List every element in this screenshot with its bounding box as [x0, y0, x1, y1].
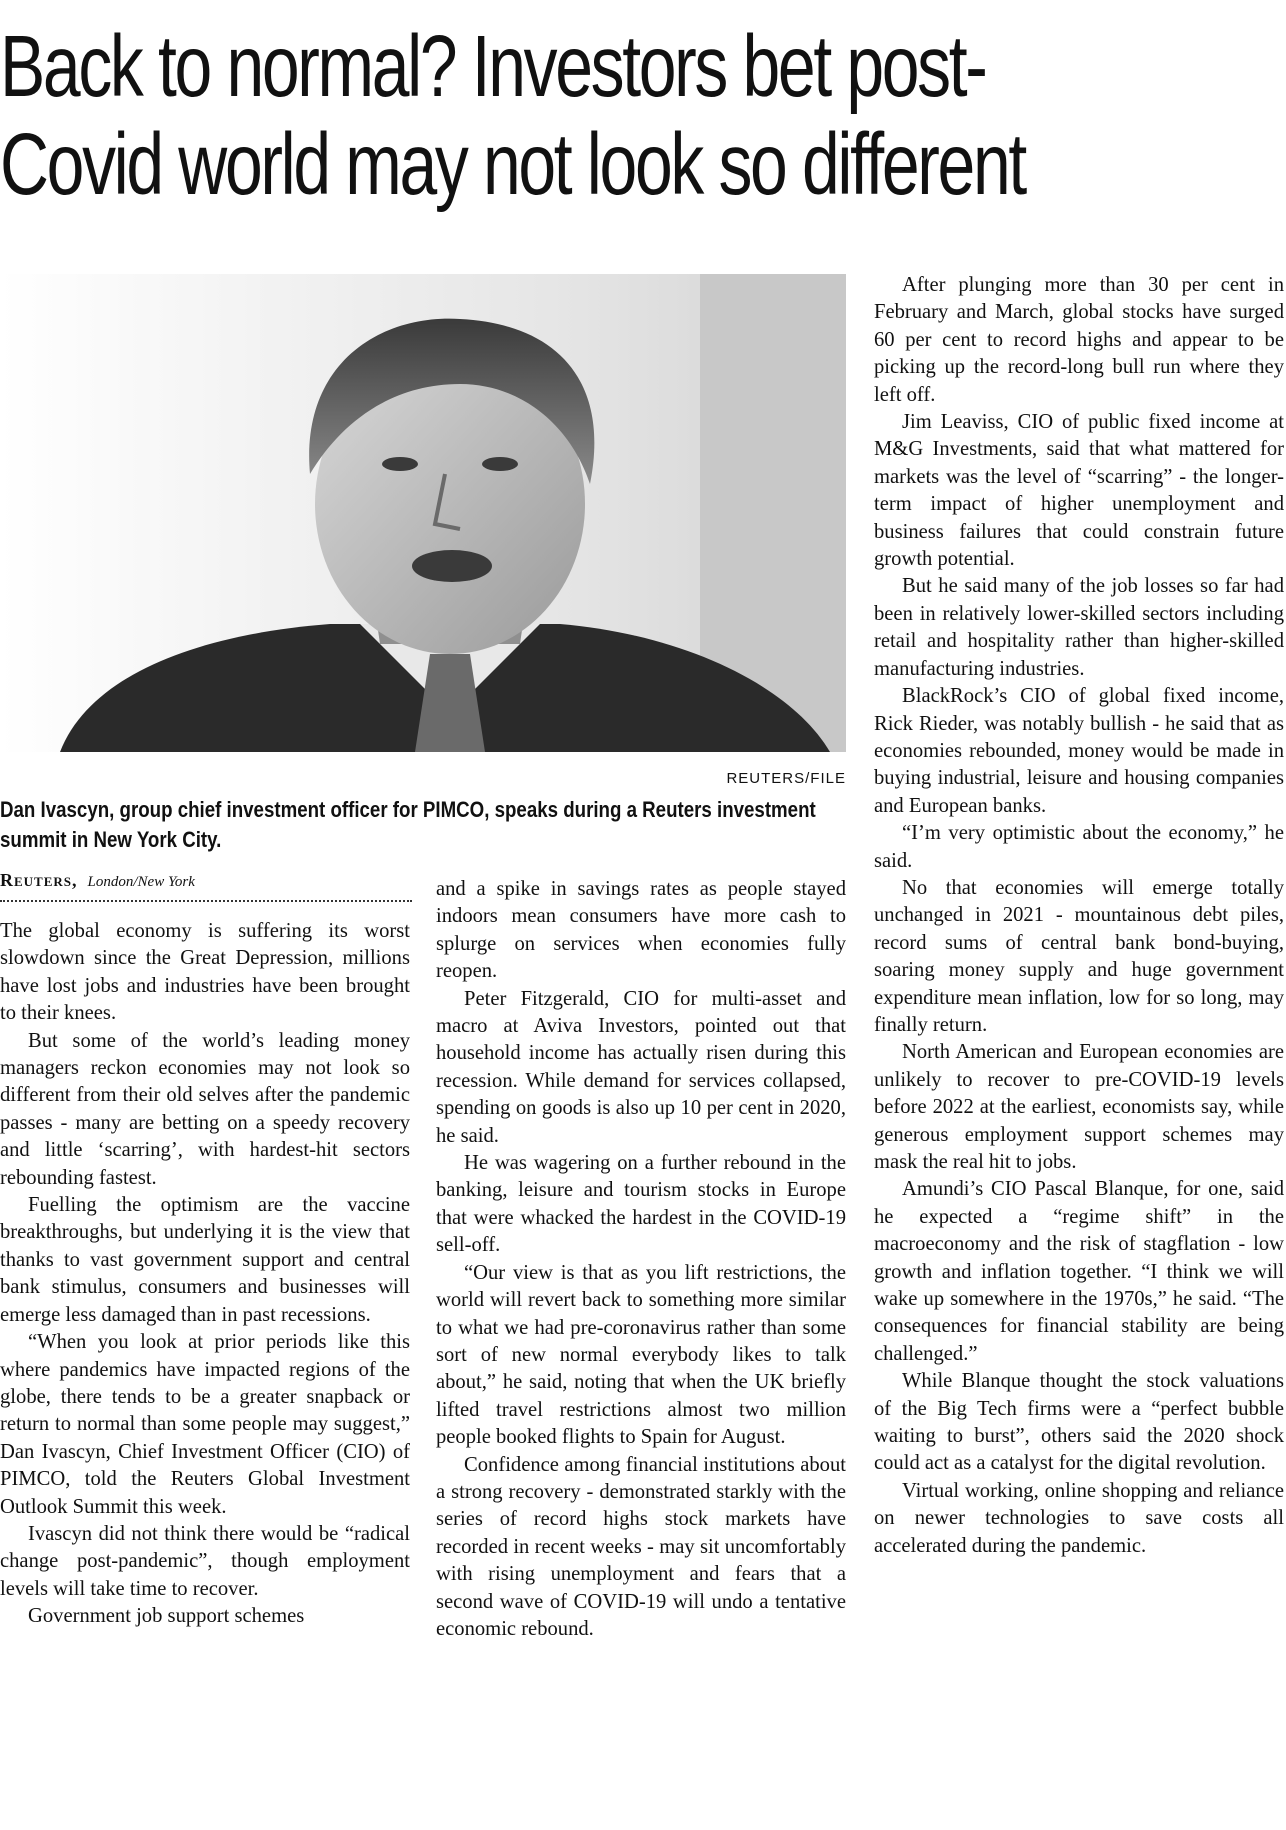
- headline-line-1: Back to normal? Investors bet post-: [0, 18, 986, 115]
- paragraph: North American and European economies are unlikely to recover to pre-COVID-19 levels before 2022 at the earliest, economists say, while generous employment support schemes may mask the real hit to jobs.: [874, 1041, 1284, 1173]
- paragraph: Government job support schemes: [28, 1605, 305, 1628]
- paragraph: and a spike in savings rates as people stayed indoors mean consumers have more cash to splurge on services when economies fully reopen.: [436, 878, 846, 983]
- paragraph: Amundi’s CIO Pascal Blanque, for one, said he expected a “regime shift” in the macroeconomy and the risk of stagflation - low growth and inflation together. “I think we will wake up somewhere in the 1970s,” he said. “The consequences for financial stability are being challenged.”: [874, 1178, 1284, 1365]
- paragraph: After plunging more than 30 per cent in February and March, global stocks have surged 60 per cent to record highs and appear to be picking up the record-long bull run where they left off.: [874, 274, 1284, 406]
- paragraph: But he said many of the job losses so far had been in relatively lower-skilled sectors including retail and hospitality rather than higher-skilled manufacturing industries.: [874, 575, 1284, 680]
- byline-location: London/New York: [87, 874, 195, 890]
- paragraph: But some of the world’s leading money managers reckon economies may not look so different from their old selves after the pandemic passes - many are betting on a speedy recovery and little ‘scarring’, with hardest-hit sectors rebounding fastest.: [0, 1029, 410, 1189]
- article-column-2: [436, 876, 846, 1643]
- headline: [0, 18, 1025, 214]
- paragraph: The global economy is suffering its worst slowdown since the Great Depression, millions have lost jobs and industries have been brought to their knees.: [0, 920, 410, 1025]
- paragraph: Confidence among financial institutions about a strong recovery - demonstrated starkly with the series of record highs stock markets have recorded in recent weeks - may sit uncomfortably with rising unemployment and fears that a second wave of COVID-19 will undo a tentative economic rebound.: [436, 1453, 846, 1640]
- byline: [0, 870, 412, 902]
- paragraph: “Our view is that as you lift restrictions, the world will revert back to something more similar to what we had pre-coronavirus rather than some sort of new normal everybody likes to talk about,” he said, noting that when the UK briefly lifted travel restrictions almost two million people booked flights to Spain for August.: [436, 1261, 846, 1449]
- paragraph: Peter Fitzgerald, CIO for multi-asset and macro at Aviva Investors, pointed out that household income has actually risen during this recession. While demand for services collapsed, spending on goods is also up 10 per cent in 2020, he said.: [436, 987, 846, 1147]
- paragraph: No that economies will emerge totally unchanged in 2021 - mountainous debt piles, record sums of central bank bond-buying, soaring money supply and huge government expenditure mean inflation, low for so long, may finally return.: [874, 876, 1284, 1036]
- headline-line-2: Covid world may not look so different: [0, 116, 1025, 213]
- portrait-illustration: [0, 274, 846, 752]
- photo-credit: REUTERS/FILE: [726, 770, 846, 787]
- photo-caption: Dan Ivascyn, group chief investment officer for PIMCO, speaks during a Reuters investment summit in New York City.: [0, 797, 816, 852]
- paragraph: “When you look at prior periods like this where pandemics have impacted regions of the globe, there tends to be a greater snapback or return to normal than some people may suggest,” Dan Ivascyn, Chief Investment Officer (CIO) of PIMCO, told the Reuters Global Investment Outlook Summit this week.: [0, 1331, 410, 1518]
- paragraph: Fuelling the optimism are the vaccine breakthroughs, but underlying it is the view that thanks to vast government support and central bank stimulus, consumers and businesses will emerge less damaged than in past recessions.: [0, 1194, 410, 1326]
- byline-agency: Reuters,: [0, 870, 78, 890]
- article-column-3: [874, 272, 1284, 1560]
- paragraph: Ivascyn did not think there would be “radical change post-pandemic”, though employment levels will take time to recover.: [0, 1522, 410, 1600]
- portrait-photo: [0, 274, 846, 752]
- paragraph: BlackRock’s CIO of global fixed income, Rick Rieder, was notably bullish - he said that as economies rebounded, money would be made in buying industrial, leisure and housing companies and European banks.: [874, 685, 1284, 817]
- article-column-1: [0, 918, 410, 1631]
- paragraph: He was wagering on a further rebound in the banking, leisure and tourism stocks in Europe that were whacked the hardest in the COVID-19 sell-off.: [436, 1152, 846, 1257]
- paragraph: Virtual working, online shopping and reliance on newer technologies to save costs all accelerated during the pandemic.: [874, 1479, 1284, 1557]
- paragraph: “I’m very optimistic about the economy,” he said.: [874, 822, 1284, 872]
- paragraph: While Blanque thought the stock valuations of the Big Tech firms were a “perfect bubble waiting to burst”, others said the 2020 shock could act as a catalyst for the digital revolution.: [874, 1370, 1284, 1475]
- paragraph: Jim Leaviss, CIO of public fixed income at M&G Investments, said that what mattered for markets was the level of “scarring” - the longer-term impact of higher unemployment and business failures that could constrain future growth potential.: [874, 411, 1284, 571]
